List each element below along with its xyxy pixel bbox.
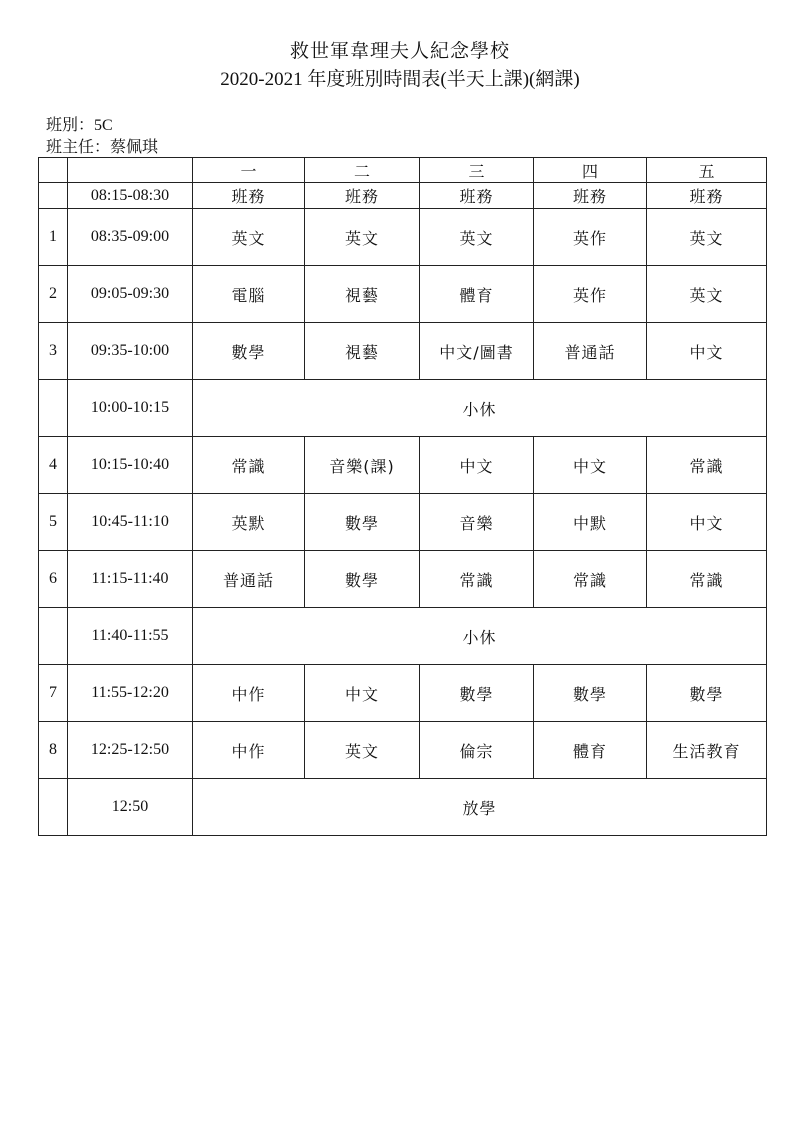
subject-cell: 體育 xyxy=(420,266,534,323)
period-time: 10:00-10:15 xyxy=(68,380,193,437)
subject-cell: 中文 xyxy=(420,437,534,494)
period-row xyxy=(39,209,767,266)
break-row xyxy=(39,779,767,836)
subject-cell: 中文 xyxy=(647,323,767,380)
subject-cell: 音樂(課) xyxy=(305,437,420,494)
subject-cell: 英文 xyxy=(193,209,305,266)
period-number: 3 xyxy=(39,323,68,380)
subject-cell: 中文 xyxy=(534,437,647,494)
subject-cell: 倫宗 xyxy=(420,722,534,779)
subject-cell: 常識 xyxy=(193,437,305,494)
subject-cell: 普通話 xyxy=(193,551,305,608)
subject-cell: 生活教育 xyxy=(647,722,767,779)
period-row xyxy=(39,551,767,608)
break-label: 小休 xyxy=(193,608,767,665)
day-header-mon: 一 xyxy=(193,158,305,183)
teacher-label: 班主任：蔡佩琪 xyxy=(46,139,159,156)
subject-cell: 英作 xyxy=(534,266,647,323)
period-row xyxy=(39,437,767,494)
period-time: 09:05-09:30 xyxy=(68,266,193,323)
day-header-thu: 四 xyxy=(534,158,647,183)
subject-cell: 英文 xyxy=(647,209,767,266)
period-row xyxy=(39,323,767,380)
subject-cell: 英文 xyxy=(420,209,534,266)
period-time: 10:15-10:40 xyxy=(68,437,193,494)
day-header-row xyxy=(39,158,767,183)
period-time: 11:40-11:55 xyxy=(68,608,193,665)
school-name: 救世軍韋理夫人紀念學校 xyxy=(289,41,510,62)
period-row xyxy=(39,722,767,779)
period-number xyxy=(39,779,68,836)
period-number xyxy=(39,380,68,437)
period-number: 2 xyxy=(39,266,68,323)
subject-cell: 數學 xyxy=(420,665,534,722)
subject-cell: 視藝 xyxy=(305,323,420,380)
subject-cell: 中文 xyxy=(305,665,420,722)
period-number: 4 xyxy=(39,437,68,494)
period-time: 12:25-12:50 xyxy=(68,722,193,779)
subject-cell: 中作 xyxy=(193,722,305,779)
time-header-cell xyxy=(68,158,193,183)
break-label: 小休 xyxy=(193,380,767,437)
subject-cell: 英作 xyxy=(534,209,647,266)
period-number: 1 xyxy=(39,209,68,266)
subject-cell: 常識 xyxy=(420,551,534,608)
subject-cell: 數學 xyxy=(305,494,420,551)
period-row xyxy=(39,494,767,551)
homeroom-subject: 班務 xyxy=(420,183,534,209)
subject-cell: 英文 xyxy=(305,209,420,266)
subject-cell: 中文 xyxy=(647,494,767,551)
subject-cell: 數學 xyxy=(305,551,420,608)
subject-cell: 體育 xyxy=(534,722,647,779)
period-number: 6 xyxy=(39,551,68,608)
day-header-wed: 三 xyxy=(420,158,534,183)
period-time: 10:45-11:10 xyxy=(68,494,193,551)
period-number: 5 xyxy=(39,494,68,551)
break-row xyxy=(39,608,767,665)
homeroom-subject: 班務 xyxy=(534,183,647,209)
homeroom-subject: 班務 xyxy=(647,183,767,209)
period-time: 09:35-10:00 xyxy=(68,323,193,380)
schedule-title: 2020-2021 年度班別時間表(半天上課)(網課) xyxy=(220,69,580,90)
period-number xyxy=(39,608,68,665)
period-row xyxy=(39,266,767,323)
class-label: 班別：5C xyxy=(46,117,113,134)
subject-cell: 常識 xyxy=(647,551,767,608)
subject-cell: 普通話 xyxy=(534,323,647,380)
subject-cell: 常識 xyxy=(534,551,647,608)
period-time: 12:50 xyxy=(68,779,193,836)
subject-cell: 中作 xyxy=(193,665,305,722)
homeroom-time: 08:15-08:30 xyxy=(68,183,193,209)
period-time: 11:55-12:20 xyxy=(68,665,193,722)
break-label: 放學 xyxy=(193,779,767,836)
subject-cell: 英文 xyxy=(305,722,420,779)
break-row xyxy=(39,380,767,437)
subject-cell: 視藝 xyxy=(305,266,420,323)
subject-cell: 英文 xyxy=(647,266,767,323)
subject-cell: 英默 xyxy=(193,494,305,551)
day-header-tue: 二 xyxy=(305,158,420,183)
subject-cell: 常識 xyxy=(647,437,767,494)
timetable xyxy=(38,157,767,836)
homeroom-subject: 班務 xyxy=(193,183,305,209)
subject-cell: 中文/圖書 xyxy=(420,323,534,380)
subject-cell: 音樂 xyxy=(420,494,534,551)
corner-cell xyxy=(39,158,68,183)
period-number: 7 xyxy=(39,665,68,722)
period-number: 8 xyxy=(39,722,68,779)
period-time: 08:35-09:00 xyxy=(68,209,193,266)
subject-cell: 中默 xyxy=(534,494,647,551)
homeroom-subject: 班務 xyxy=(305,183,420,209)
subject-cell: 數學 xyxy=(647,665,767,722)
day-header-fri: 五 xyxy=(647,158,767,183)
subject-cell: 數學 xyxy=(193,323,305,380)
period-time: 11:15-11:40 xyxy=(68,551,193,608)
homeroom-row xyxy=(39,183,767,209)
period-row xyxy=(39,665,767,722)
subject-cell: 數學 xyxy=(534,665,647,722)
homeroom-num-cell xyxy=(39,183,68,209)
subject-cell: 電腦 xyxy=(193,266,305,323)
